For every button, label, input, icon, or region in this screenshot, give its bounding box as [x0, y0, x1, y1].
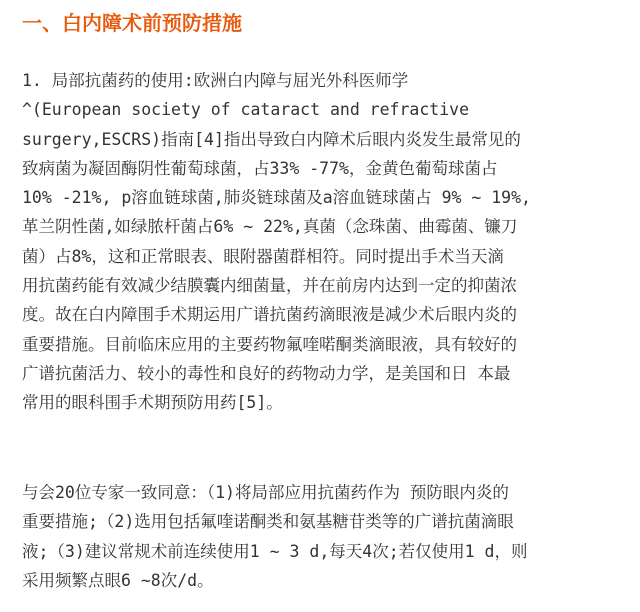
paragraph-line: 重要措施。目前临床应用的主要药物氟喹喏酮类滴眼液，具有较好的 — [22, 334, 517, 354]
paragraph-line: 液;（3)建议常规术前连续使用1 ~ 3 d,每天4次;若仅使用1 d，则 — [22, 541, 528, 561]
paragraph-line: ^(European society of cataract and refractive — [22, 100, 470, 120]
paragraph-line: 革兰阴性菌,如绿脓杆菌占6% ~ 22%,真菌（念珠菌、曲霉菌、镰刀 — [22, 217, 518, 237]
paragraph-line: 1. 局部抗菌药的使用:欧洲白内障与屈光外科医师学 — [22, 71, 409, 90]
paragraph-line: surgery,ESCRS)指南[4]指出导致白内障术后眼内炎发生最常见的 — [22, 129, 521, 149]
paragraph-line: 采用频繁点眼6 ~8次/d。 — [22, 570, 214, 590]
paragraph-expert-consensus — [22, 478, 626, 595]
paragraph-line: 与会20位专家一致同意：（1)将局部应用抗菌药作为 预防眼内炎的 — [22, 483, 509, 502]
paragraph-line: 用抗菌药能有效减少结膜囊内细菌量，并在前房内达到一定的抑菌浓 — [22, 276, 517, 296]
paragraph-antibiotics — [22, 66, 626, 418]
paragraph-line: 菌）占8%，这和正常眼表、眼附器菌群相符。同时提出手术当天滴 — [22, 246, 504, 266]
section-heading: 一、白内障术前预防措施 — [22, 11, 242, 35]
paragraph-line: 常用的眼科围手术期预防用药[5]。 — [22, 393, 283, 413]
paragraph-line: 重要措施;（2)选用包括氟喹诺酮类和氨基糖苷类等的广谱抗菌滴眼 — [22, 512, 514, 532]
paragraph-line: 广谱抗菌活力、较小的毒性和良好的药物动力学，是美国和日 本最 — [22, 363, 511, 383]
paragraph-line: 致病菌为凝固酶阴性葡萄球菌，占33% -77%，金黄色葡萄球菌占 — [22, 158, 498, 178]
paragraph-line: 10% -21%, p溶血链球菌,肺炎链球菌及a溶血链球菌占 9% ~ 19%, — [22, 188, 531, 208]
paragraph-line: 度。故在白内障围手术期运用广谱抗菌药滴眼液是减少术后眼内炎的 — [22, 305, 517, 325]
